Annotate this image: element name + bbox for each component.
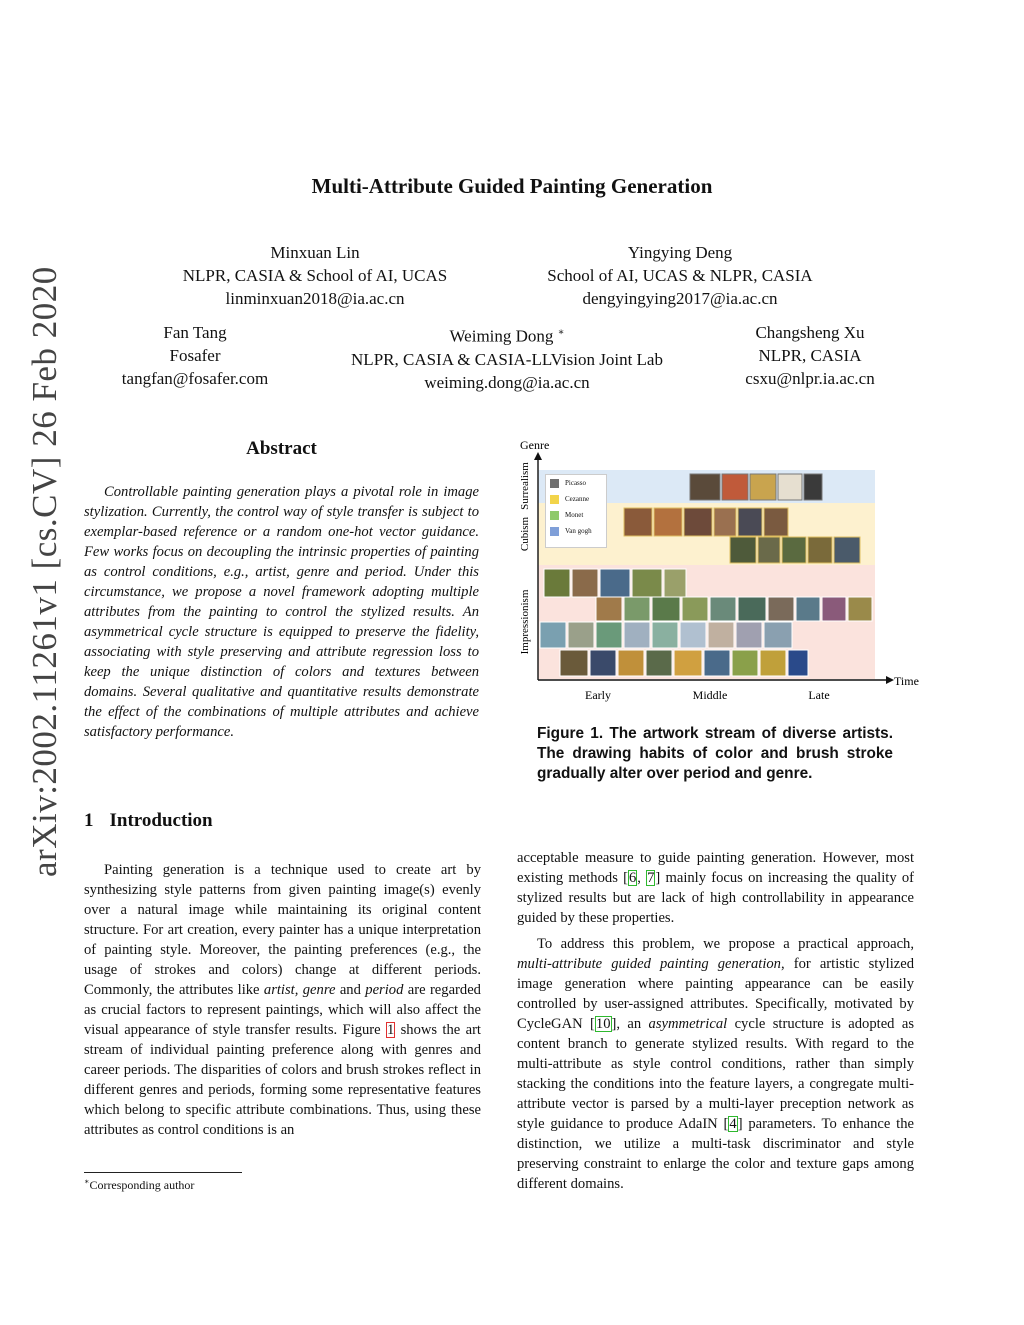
text-run: ] mainly focus on increasing the quality of stylized results but are lack of high controllability in appearance guided by these properties. [517,870,915,926]
painting-thumbnail [782,537,806,563]
painting-thumbnail [758,537,780,563]
footnote [84,1177,194,1193]
legend-label: Picasso [565,479,586,487]
painting-thumbnail [624,508,652,536]
painting-thumbnail [808,537,832,563]
painting-thumbnail [750,474,776,500]
legend-item-picasso [546,475,606,491]
painting-thumbnail [684,508,712,536]
text-run: , [637,870,647,886]
text-run: are regarded as crucial factors to represent paintings, which will also affect the visual appearance of style transfer results. Figure [84,982,481,1038]
painting-thumbnail [596,622,622,648]
painting-thumbnail [590,650,616,676]
author-block-4 [317,321,697,394]
citation-link-7[interactable]: 7 [647,870,655,886]
y-axis-arrow [534,452,542,460]
text-run: , for artistic stylized image generation where painting appearance can be easily controlled by user-assigned attributes. Specifically, motivated by CycleGAN [ [517,956,915,1032]
painting-thumbnail [722,474,748,500]
painting-thumbnail [804,474,822,500]
legend-swatch [550,495,559,504]
abstract-text: Controllable painting generation plays a pivotal role in image stylization. Currently, the control way of style transfer is subject to exemplar-based reference or a random one-hot vector guidance. Few works focus on decoupling the intrinsic properties of painting as control conditions, e.g., artist, genre and period. Under this circumstance, we propose a novel framework adopting multiple attributes from the painting to control the stylized results. An asymmetrical cycle structure is equipped to preserve the fidelity, associating with style preserving and attribute regression loss to keep the unique distinction of colors and textures between domains. Several qualitative and quantitative results demonstrate the effect of the combinations of multiple attributes and achieve satisfactory performance. [84,484,479,740]
painting-thumbnail [788,650,808,676]
period-label-late: Late [808,688,830,702]
painting-thumbnail [674,650,702,676]
text-run: ] parameters. To enhance the distinction, we utilize a multi-task discriminator and style preserving constraint to enlarge the color and texture gaps among different domains. [517,1116,914,1192]
author-affiliation: Fosafer [169,346,221,365]
painting-thumbnail [736,622,762,648]
genre-label-impressionism: Impressionism [519,589,531,655]
y-axis-title: Genre [520,438,550,452]
author-affiliation: School of AI, UCAS & NLPR, CASIA [547,266,813,285]
painting-thumbnail [764,508,788,536]
arxiv-identifier: arXiv:2002.11261v1 [cs.CV] 26 Feb 2020 [25,266,64,877]
legend-swatch [550,511,559,520]
painting-thumbnail [710,597,736,621]
painting-thumbnail [738,508,762,536]
legend-item-monet [546,507,606,523]
period-label-middle: Middle [692,688,728,702]
author-affiliation: NLPR, CASIA & School of AI, UCAS [182,266,448,285]
text-italic: period [365,982,404,998]
x-axis-arrow [886,676,894,684]
author-block-2 [518,241,842,310]
footnote-rule [84,1172,242,1173]
citation-link-10[interactable]: 10 [595,1016,611,1032]
citation-link-4[interactable]: 4 [729,1116,737,1132]
painting-thumbnail [568,622,594,648]
painting-thumbnail [848,597,872,621]
painting-thumbnail [646,650,672,676]
legend-label: Van gogh [565,527,592,535]
painting-thumbnail [652,622,678,648]
intro-paragraph-3 [517,934,914,1194]
painting-thumbnail [704,650,730,676]
author-email: linminxuan2018@ia.ac.cn [225,289,405,308]
author-email: csxu@nlpr.ia.ac.cn [745,369,875,388]
painting-thumbnail [714,508,736,536]
section-heading-introduction [84,810,229,832]
text-run: shows the art stream of individual painting preference along with genres and career periods. The disparities of colors and brush strokes reflect in different genres and periods, forming some representative features which belong to specific attribute combinations. Thus, using these attributes as control conditions is an [84,1022,481,1138]
author-affiliation: NLPR, CASIA & CASIA-LLVision Joint Lab [351,349,663,369]
author-name: Minxuan Lin [270,243,360,262]
author-name: Fan Tang [163,323,227,342]
figure-1-link[interactable]: 1 [386,1022,395,1038]
painting-thumbnail [768,597,794,621]
painting-thumbnail [690,474,720,500]
genre-label-cubism: Cubism [519,516,531,552]
legend-item-van-gogh [546,523,606,539]
author-affiliation: NLPR, CASIA [758,346,862,365]
painting-thumbnail [618,650,644,676]
text-run: Painting generation is a technique used to create art by synthesizing style patterns from given painting image(s) evenly over a natural image while maintaining its original content structure. For art creation, every painter has a unique interpretation of painting style. Moreover, the painting preferences (e.g., the usage of strokes and colors) change at different periods. Commonly, the attributes like [84,862,481,998]
painting-thumbnail [738,597,766,621]
author-block-5 [725,321,895,390]
figure-1-caption: Figure 1. The artwork stream of diverse artists. The drawing habits of color and brush stroke gradually alter over period and genre. [537,725,893,782]
author-block-3 [100,321,290,390]
text-italic: artist, genre [263,982,336,998]
author-name [317,321,697,348]
author-name: Changsheng Xu [755,323,865,342]
author-block-1 [155,241,475,310]
painting-thumbnail [664,569,686,597]
text-run: acceptable measure to guide painting generation. However, most existing methods [ [517,850,914,886]
text-run: cycle structure is adopted as content branch to generate stylized results. With regard to the multi-attribute as style control conditions, rather than simply stacking the conditions into the feature layers, a congregate multi-attribute vector is parsed by a multi-layer preception network as style guidance to produce AdaIN [ [517,1016,915,1132]
painting-thumbnail [822,597,846,621]
painting-thumbnail [654,508,682,536]
painting-thumbnail [572,569,598,597]
legend-swatch [550,527,559,536]
painting-thumbnail [708,622,734,648]
painting-thumbnail [652,597,680,621]
painting-thumbnail [778,474,802,500]
text-italic: multi-attribute guided painting generation [517,956,781,972]
painting-thumbnail [624,597,650,621]
painting-thumbnail [730,537,756,563]
painting-thumbnail [540,622,566,648]
painting-thumbnail [760,650,786,676]
x-axis-title: Time [894,674,919,688]
legend-item-cezanne [546,491,606,507]
author-email: tangfan@fosafer.com [121,369,269,388]
painting-thumbnail [680,622,706,648]
painting-thumbnail [544,569,570,597]
text-run: and [335,982,366,998]
footnote-mark: ∗ [84,1177,90,1186]
paper-title: Multi-Attribute Guided Painting Generation [311,174,713,198]
legend-label: Cezanne [565,495,590,503]
citation-link-6[interactable]: 6 [628,870,637,886]
footnote-text: Corresponding author [89,1178,195,1192]
painting-thumbnail [764,622,792,648]
legend-label: Monet [565,511,584,519]
genre-label-surrealism: Surrealism [519,462,531,510]
author-email: dengyingying2017@ia.ac.cn [582,289,778,308]
intro-paragraph-1 [84,860,481,1140]
section-title: Introduction [109,810,213,831]
intro-paragraph-2 [517,848,914,928]
painting-thumbnail [632,569,662,597]
painting-thumbnail [624,622,650,648]
text-run: ], an [611,1016,649,1032]
author-email: weiming.dong@ia.ac.cn [424,372,590,392]
period-label-early: Early [585,688,611,702]
painting-thumbnail [682,597,708,621]
abstract-heading: Abstract [246,438,317,459]
painting-thumbnail [560,650,588,676]
painting-thumbnail [834,537,860,563]
painting-thumbnail [600,569,630,597]
author-name-text: Weiming Dong [449,326,554,346]
figure-legend [545,474,607,548]
painting-thumbnail [796,597,820,621]
painting-thumbnail [732,650,758,676]
section-number: 1 [84,810,94,831]
legend-swatch [550,479,559,488]
text-run: To address this problem, we propose a practical approach, [537,936,914,952]
text-italic: asymmetrical [648,1016,728,1032]
corresponding-mark: ∗ [557,327,565,338]
painting-thumbnail [596,597,622,621]
author-name: Yingying Deng [627,243,733,262]
